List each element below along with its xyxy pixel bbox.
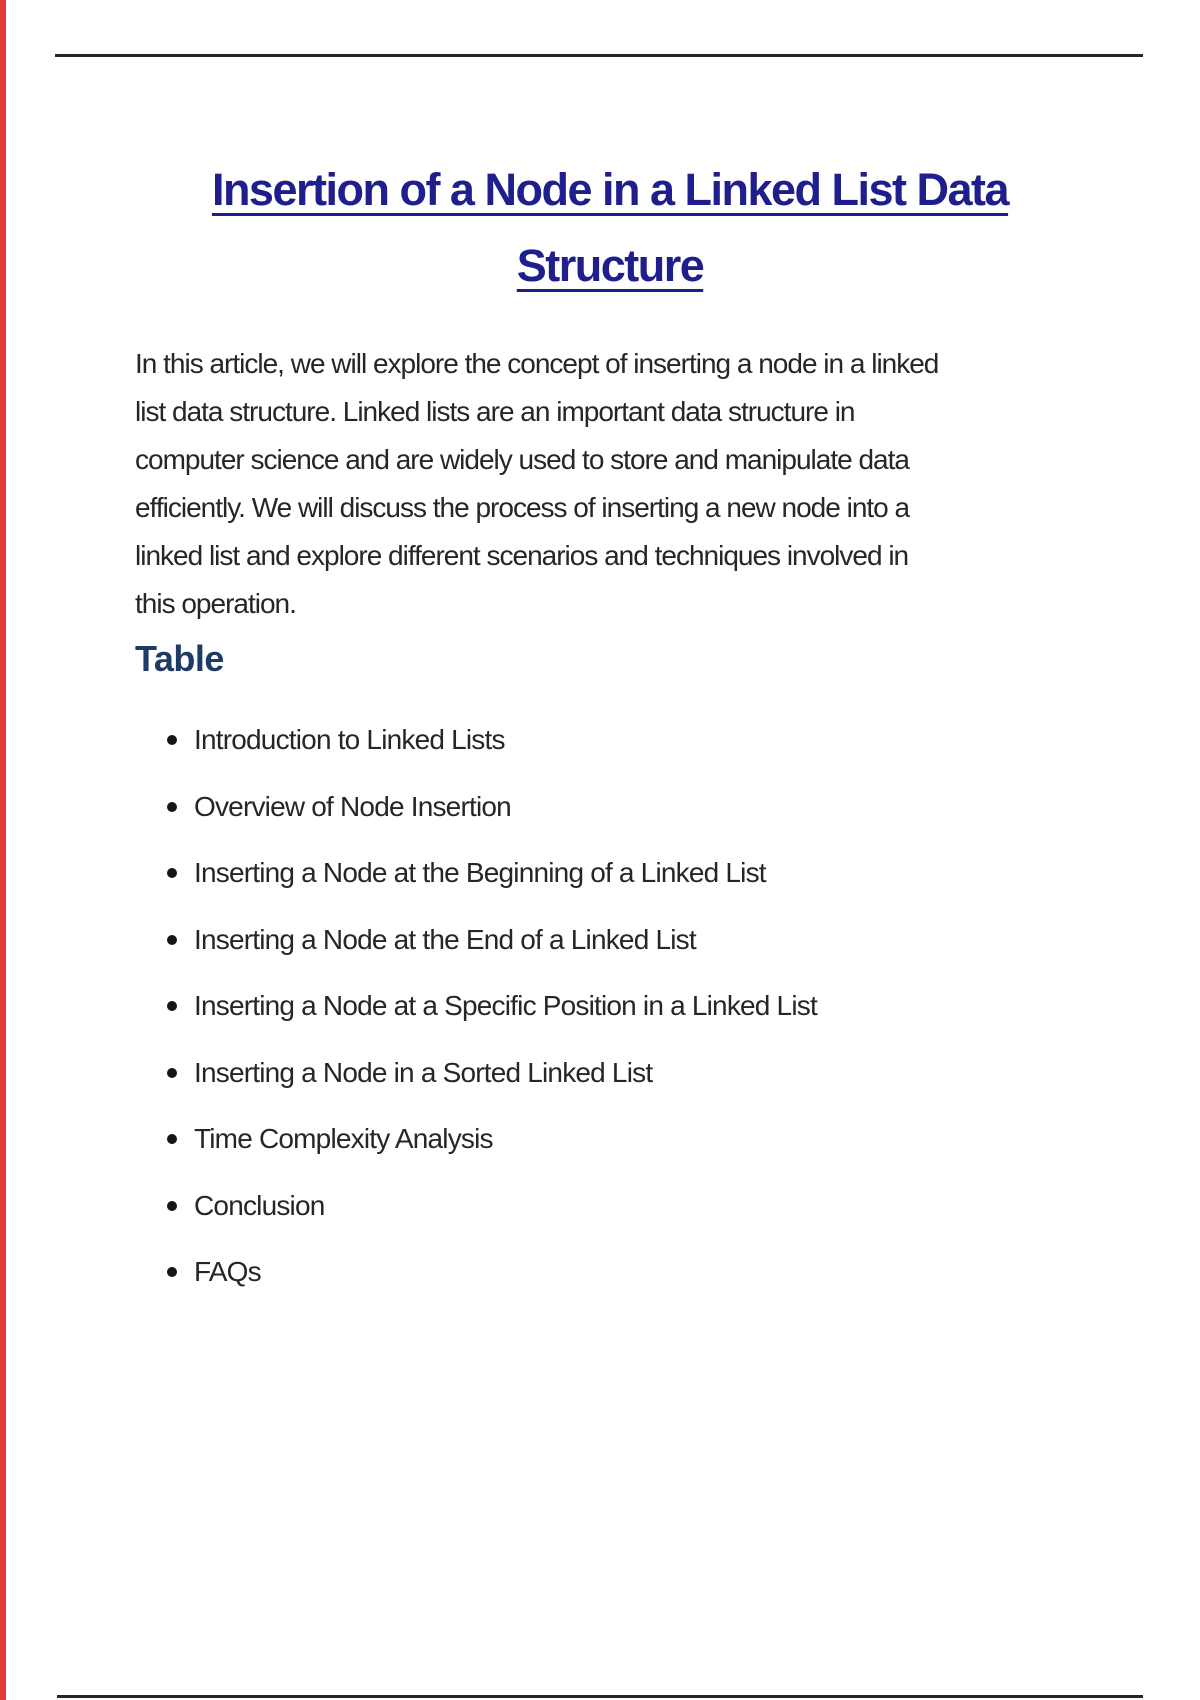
toc-item-label: Inserting a Node at the Beginning of a Linked List [194, 857, 766, 889]
toc-item-label: Time Complexity Analysis [194, 1123, 493, 1155]
left-edge-red-bar [0, 0, 6, 1700]
toc-item [167, 1239, 817, 1306]
toc-item-label: Introduction to Linked Lists [194, 724, 505, 756]
section-heading-table: Table [135, 638, 224, 679]
bullet-icon [167, 1134, 177, 1144]
intro-line: In this article, we will explore the concept of inserting a node in a linked [135, 348, 939, 379]
bullet-icon [167, 1068, 177, 1078]
bullet-icon [167, 1267, 177, 1277]
toc-item [167, 1040, 817, 1107]
intro-line: computer science and are widely used to store and manipulate data [135, 444, 909, 475]
intro-line: this operation. [135, 588, 296, 619]
bullet-icon [167, 735, 177, 745]
bullet-icon [167, 1201, 177, 1211]
bullet-icon [167, 802, 177, 812]
toc-item [167, 1106, 817, 1173]
title-line-2: Structure [516, 240, 704, 291]
title-line-1: Insertion of a Node in a Linked List Data [211, 164, 1009, 215]
intro-line: efficiently. We will discuss the process of inserting a new node into a [135, 492, 910, 523]
toc-item-label: Inserting a Node in a Sorted Linked List [194, 1056, 653, 1088]
toc-item [167, 1173, 817, 1240]
toc-item-label: Inserting a Node at the End of a Linked List [194, 923, 696, 955]
toc-item-label: Conclusion [194, 1189, 325, 1221]
intro-paragraph [135, 340, 938, 628]
toc-item-label: Inserting a Node at a Specific Position in a Linked List [194, 990, 817, 1022]
bullet-icon [167, 868, 177, 878]
bullet-icon [167, 935, 177, 945]
intro-line: linked list and explore different scenarios and techniques involved in [135, 540, 909, 571]
top-horizontal-rule [55, 54, 1143, 57]
toc-list [167, 707, 817, 1306]
bottom-horizontal-rule [57, 1695, 1143, 1698]
toc-item [167, 774, 817, 841]
toc-item [167, 840, 817, 907]
toc-item [167, 707, 817, 774]
document-title [135, 152, 1085, 304]
intro-line: list data structure. Linked lists are an important data structure in [135, 396, 855, 427]
toc-item-label: Overview of Node Insertion [194, 790, 511, 822]
toc-item [167, 973, 817, 1040]
bullet-icon [167, 1001, 177, 1011]
toc-item-label: FAQs [194, 1256, 261, 1288]
toc-item [167, 907, 817, 974]
